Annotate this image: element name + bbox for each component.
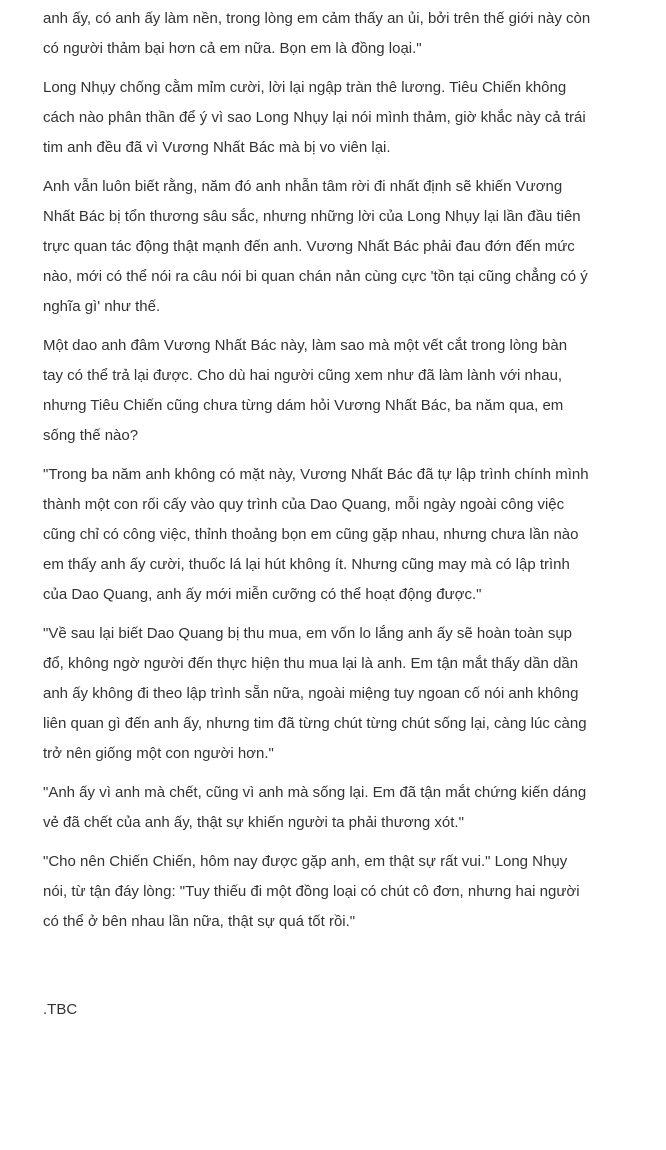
- paragraph: anh ấy, có anh ấy làm nền, trong lòng em cảm thấy an ủi, bởi trên thế giới này còn có người thảm bại hơn cả em nữa. Bọn em là đồng loại.": [43, 10, 591, 57]
- paragraph: "Cho nên Chiến Chiến, hôm nay được gặp anh, em thật sự rất vui." Long Nhụy nói, từ tận đáy lòng: "Tuy thiếu đi một đồng loại có chút cô đơn, nhưng hai người có thể ở bên nhau lần nữa, thật sự quá tốt rồi.": [43, 853, 580, 930]
- paragraph: Anh vẫn luôn biết rằng, năm đó anh nhẫn tâm rời đi nhất định sẽ khiến Vương Nhất Bác bị tổn thương sâu sắc, nhưng những lời của Long Nhụy lại lần đầu tiên trực quan tác động thật mạnh đến anh. Vương Nhất Bác phải đau đớn đến mức nào, mới có thể nói ra câu nói bi quan chán nản cùng cực 'tồn tại cũng chẳng có ý nghĩa gì' như thế.: [43, 178, 588, 315]
- paragraph: "Trong ba năm anh không có mặt này, Vương Nhất Bác đã tự lập trình chính mình thành một con rối cấy vào quy trình của Dao Quang, mỗi ngày ngoài công việc cũng chỉ có công việc, thỉnh thoảng bọn em cũng gặp nhau, nhưng chưa lần nào em thấy anh ấy cười, thuốc lá lại hút không ít. Nhưng cũng may mà có lập trình của Dao Quang, anh ấy mới miễn cưỡng có thể hoạt động được.": [43, 466, 589, 603]
- paragraph: "Về sau lại biết Dao Quang bị thu mua, em vốn lo lắng anh ấy sẽ hoàn toàn sụp đổ, không ngờ người đến thực hiện thu mua lại là anh. Em tận mắt thấy dần dần anh ấy không đi theo lập trình sẵn nữa, ngoài miệng tuy ngoan cố nói anh không liên quan gì đến anh ấy, nhưng tim đã từng chút từng chút sống lại, càng lúc càng trở nên giống một con người hơn.": [43, 625, 587, 762]
- to-be-continued-mark: .TBC: [43, 1001, 78, 1018]
- article-body: [43, 4, 591, 1034]
- paragraph: "Anh ấy vì anh mà chết, cũng vì anh mà sống lại. Em đã tận mắt chứng kiến dáng vẻ đã chết của anh ấy, thật sự khiến người ta phải thương xót.": [43, 784, 587, 831]
- paragraph: Long Nhụy chống cằm mỉm cười, lời lại ngập tràn thê lương. Tiêu Chiến không cách nào phân thần để ý vì sao Long Nhụy lại nói mình thảm, giờ khắc này cả trái tim anh đều đã vì Vương Nhất Bác mà bị vo viên lại.: [43, 79, 586, 156]
- paragraph: Một dao anh đâm Vương Nhất Bác này, làm sao mà một vết cắt trong lòng bàn tay có thể trả lại được. Cho dù hai người cũng xem như đã làm lành với nhau, nhưng Tiêu Chiến cũng chưa từng dám hỏi Vương Nhất Bác, ba năm qua, em sống thế nào?: [43, 337, 568, 444]
